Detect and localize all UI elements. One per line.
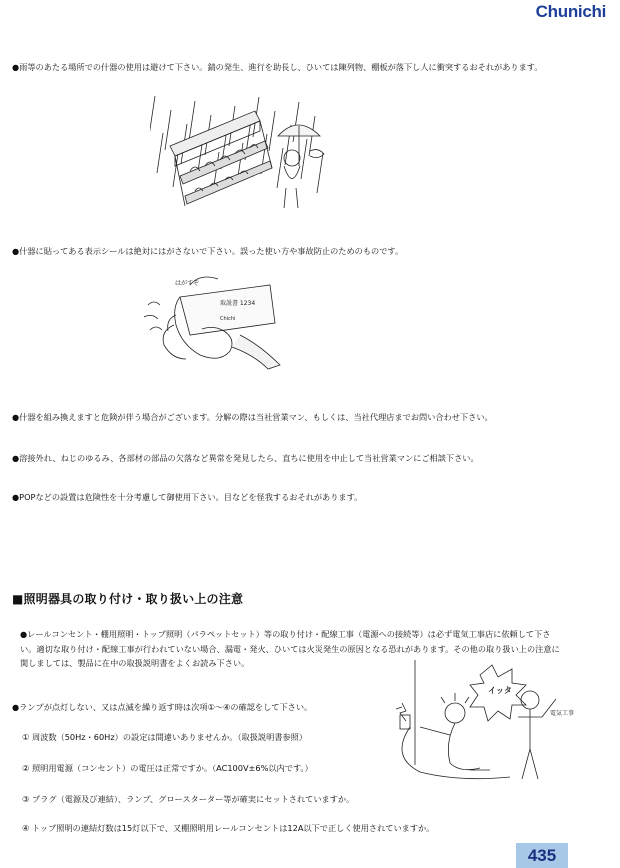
note-pop: ●POPなどの設置は危険性を十分考慮して御使用下さい。目などを怪我するおそれがあります。	[12, 492, 363, 502]
lamp-note: ●ランプが点灯しない、又は点滅を繰り返す時は次項①～④の確認をして下さい。	[12, 702, 313, 712]
rain-stroke	[189, 101, 195, 141]
check-item-1: ① 周波数（50Hz・60Hz）の設定は間違いありませんか。（取扱説明書参照）	[22, 732, 308, 742]
note-defects: ●溶接外れ、ねじのゆるみ、各部材の部品の欠落など異常を発見したら、直ちに使用を中止して当社営業マンにご相談下さい。	[12, 453, 479, 463]
rain-stroke	[157, 133, 163, 173]
page-number-badge: 435	[516, 843, 568, 868]
rain-stroke	[165, 110, 171, 150]
note-rain-warning: ●雨等のあたる場所での什器の使用は避けて下さい。錆の発生、進行を助長し、ひいては陳列物、棚板が落下し人に衝突するおそれがあります。	[12, 62, 543, 72]
shout-text: イッタ	[488, 686, 512, 695]
rain-stroke	[277, 148, 283, 188]
rain-stroke	[269, 111, 275, 151]
sticker-text: 取説書 1234	[220, 300, 256, 307]
check-item-4: ④ トップ照明の連結灯数は15灯以下で、又棚照明用レールコンセントは12A以下で正しく使用されていますか。	[22, 823, 435, 833]
rain-shelf-illustration	[150, 96, 340, 221]
rain-stroke	[317, 153, 323, 193]
peel-label: はがすぞ	[175, 280, 200, 287]
rain-stroke	[150, 96, 155, 136]
sticker-small-text: Chichi	[220, 316, 236, 322]
speech-text: 電気工事	[550, 710, 575, 717]
company-logo: Chunichi	[535, 2, 606, 21]
check-item-3: ③ プラグ（電源及び連結）、ランプ、グロースターター等が確実にセットされていますか。	[22, 794, 355, 804]
lighting-intro: ●レールコンセント・棚用照明・トップ照明（パラペットセット）等の取り付け・配線工事（電源への接続等）は必ず電気工事店に依頼して下さい。適切な取り付け・配線工事が行われていない場合、漏電・発火、ひいては火災発生の原因となる恐れがあります。その他の取り扱い上の注意に関しましては、製品に在中の取扱説明書をよくお読み下さい。	[20, 629, 560, 668]
section-title: ■照明器具の取り付け・取り扱い上の注意	[12, 592, 244, 606]
electric-shock-illustration	[360, 655, 590, 790]
note-reassembly: ●什器を組み換えますと危険が伴う場合がございます。分解の際は当社営業マン、もしくは、当社代理店までお問い合わせ下さい。	[12, 412, 493, 422]
rain-stroke	[301, 139, 307, 179]
sticker-peel-illustration	[140, 275, 315, 375]
check-item-2: ② 照明用電源（コンセント）の電圧は正常ですか。（AC100V±6%以内です。）	[22, 763, 313, 773]
note-sticker-warning: ●什器に貼ってある表示シールは絶対にはがさないで下さい。誤った使い方や事故防止のためのものです。	[12, 246, 404, 256]
